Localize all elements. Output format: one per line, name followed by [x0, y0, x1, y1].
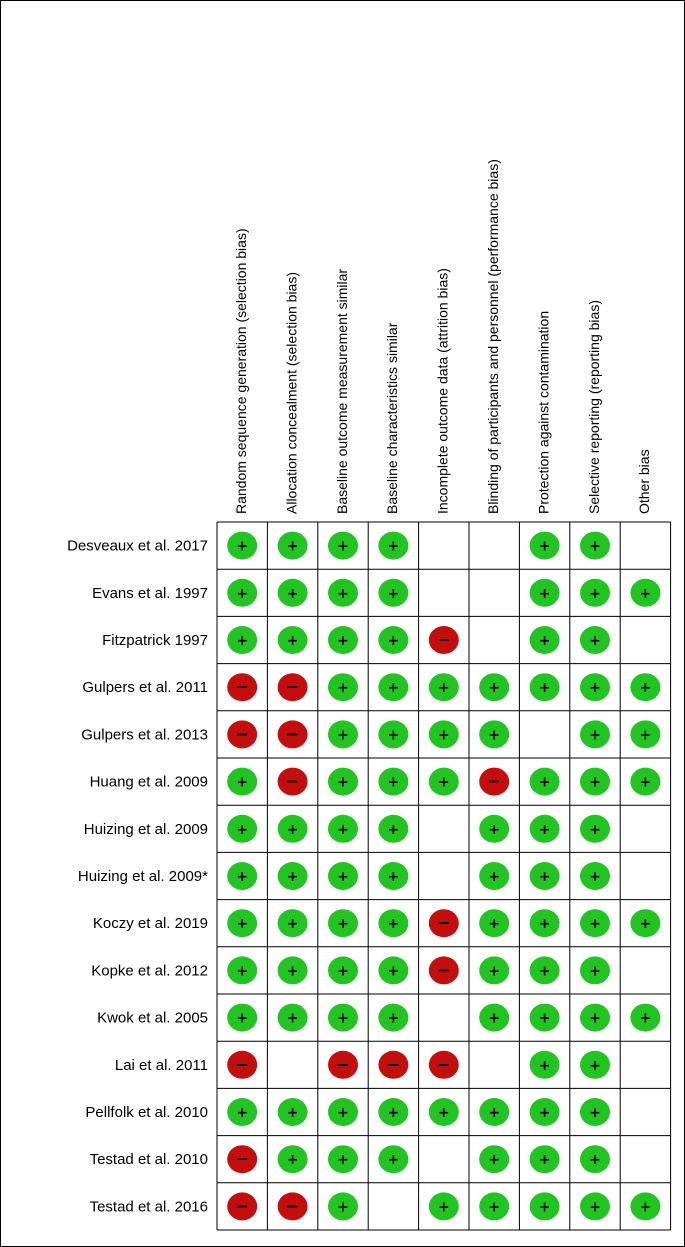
rating-symbol: +	[437, 727, 450, 744]
rating-symbol: +	[639, 1199, 652, 1216]
rating-symbol: +	[538, 869, 551, 885]
rating-symbol: −	[437, 1054, 451, 1074]
rating-symbol: −	[386, 1054, 401, 1074]
rating-symbol: +	[387, 1105, 400, 1121]
study-label: Huizing et al. 2009*	[77, 868, 208, 885]
rating-symbol: +	[337, 774, 349, 791]
rating-symbol: +	[387, 1152, 400, 1169]
rating-symbol: +	[639, 916, 652, 933]
study-label: Koczy et al. 2019	[92, 915, 208, 933]
rating-symbol: +	[639, 774, 652, 791]
rating-symbol: +	[337, 821, 349, 838]
rating-symbol: −	[285, 771, 300, 791]
column-header: Random sequence generation (selection bias)	[233, 228, 249, 514]
rating-symbol: +	[639, 1010, 652, 1027]
column-header: Baseline outcome measurement similar	[333, 268, 350, 514]
study-label: Gulpers et al. 2011	[82, 679, 208, 697]
rating-symbol: +	[236, 869, 249, 885]
rating-symbol: +	[387, 633, 400, 649]
rating-symbol: +	[337, 538, 349, 555]
rating-symbol: +	[286, 585, 299, 602]
rating-symbol: +	[337, 916, 349, 933]
rating-symbol: +	[437, 680, 450, 697]
rating-symbol: +	[286, 633, 299, 649]
rating-symbol: +	[589, 869, 601, 885]
rating-symbol: +	[639, 585, 652, 602]
rating-symbol: +	[488, 727, 501, 744]
rating-symbol: +	[337, 963, 349, 980]
column-header: Incomplete outcome data (attrition bias)	[434, 268, 451, 514]
rating-symbol: +	[589, 538, 601, 555]
rating-symbol: +	[488, 680, 501, 697]
rating-symbol: +	[337, 1010, 349, 1027]
column-header: Selective reporting (reporting bias)	[585, 300, 602, 514]
rating-symbol: −	[437, 913, 451, 933]
rating-symbol: +	[437, 774, 450, 791]
rating-symbol: +	[337, 727, 349, 744]
rating-symbol: +	[538, 1152, 551, 1169]
rating-symbol: −	[437, 960, 451, 980]
rating-symbol: +	[589, 727, 601, 744]
rating-symbol: +	[488, 1105, 501, 1121]
rating-symbol: +	[437, 1199, 450, 1216]
rating-symbol: +	[286, 1010, 299, 1027]
study-label: Evans et al. 1997	[92, 584, 208, 602]
rating-symbol: +	[589, 821, 601, 838]
rating-symbol: +	[236, 585, 249, 602]
rating-symbol: +	[286, 963, 299, 980]
rating-symbol: +	[538, 633, 551, 649]
rating-symbol: +	[488, 963, 501, 980]
rating-symbol: +	[538, 916, 551, 933]
rating-symbol: +	[236, 963, 249, 980]
rating-symbol: +	[387, 585, 400, 602]
rating-symbol: +	[387, 916, 400, 933]
rating-symbol: +	[488, 869, 501, 885]
rating-symbol: +	[437, 1105, 450, 1121]
rating-symbol: +	[589, 1105, 601, 1121]
rating-symbol: +	[236, 538, 249, 555]
rating-symbol: −	[235, 677, 249, 697]
rating-symbol: +	[337, 585, 349, 602]
study-label: Huizing et al. 2009	[83, 820, 208, 838]
rating-symbol: −	[487, 771, 501, 791]
rating-symbol: +	[538, 963, 551, 980]
rating-symbol: +	[236, 916, 249, 933]
rating-symbol: +	[387, 963, 400, 980]
rating-symbol: +	[236, 1010, 249, 1027]
rating-symbol: +	[589, 585, 601, 602]
rating-symbol: +	[286, 821, 299, 838]
column-header: Other bias	[636, 449, 653, 514]
rating-symbol: −	[235, 724, 249, 744]
study-label: Kopke et al. 2012	[91, 962, 208, 980]
rating-symbol: +	[236, 633, 249, 649]
rating-symbol: +	[589, 680, 601, 697]
rating-symbol: +	[387, 680, 400, 697]
rating-symbol: +	[236, 1105, 249, 1121]
column-header: Allocation concealment (selection bias)	[283, 271, 300, 514]
rating-symbol: −	[285, 677, 300, 697]
rating-symbol: −	[235, 1054, 249, 1074]
rating-symbol: +	[538, 821, 551, 838]
rating-symbol: +	[538, 774, 551, 791]
rating-symbol: +	[589, 1152, 601, 1169]
rating-symbol: +	[589, 1057, 601, 1074]
study-label: Kwok et al. 2005	[97, 1009, 208, 1027]
rating-symbol: +	[589, 633, 601, 649]
rating-symbol: +	[337, 869, 349, 885]
rating-symbol: +	[589, 916, 601, 933]
rating-symbol: +	[538, 680, 551, 697]
study-label: Gulpers et al. 2013	[81, 726, 208, 744]
rating-symbol: +	[236, 774, 249, 791]
study-label: Lai et al. 2011	[114, 1056, 208, 1074]
rating-symbol: +	[387, 774, 400, 791]
rating-symbol: +	[286, 1105, 299, 1121]
rating-symbol: +	[488, 1152, 501, 1169]
rating-symbol: +	[488, 916, 501, 933]
rating-symbol: +	[589, 1199, 601, 1216]
rating-symbol: +	[286, 1152, 299, 1169]
column-header: Blinding of participants and personnel (performance bias)	[485, 159, 501, 514]
study-label: Huang et al. 2009	[89, 773, 208, 791]
rating-symbol: +	[589, 963, 601, 980]
study-label: Fitzpatrick 1997	[102, 632, 208, 649]
column-header: Protection against contamination	[535, 310, 552, 514]
rating-symbol: −	[285, 1196, 300, 1216]
rating-symbol: −	[235, 1149, 249, 1169]
rating-symbol: +	[286, 538, 299, 555]
rating-symbol: +	[589, 1010, 601, 1027]
rating-symbol: +	[337, 1105, 349, 1121]
study-label: Testad et al. 2016	[89, 1198, 208, 1216]
study-label: Testad et al. 2010	[89, 1151, 208, 1169]
rating-symbol: +	[538, 1057, 551, 1074]
rating-symbol: +	[387, 727, 400, 744]
rating-symbol: +	[387, 538, 400, 555]
rating-symbol: +	[488, 1199, 501, 1216]
rating-symbol: +	[538, 1010, 551, 1027]
study-label: Pellfolk et al. 2010	[85, 1104, 208, 1121]
rating-symbol: +	[387, 1010, 400, 1027]
rating-symbol: +	[337, 633, 349, 649]
rating-symbol: +	[387, 869, 400, 885]
rating-symbol: +	[639, 727, 652, 744]
column-header: Baseline characteristics similar	[384, 322, 401, 514]
rating-symbol: −	[235, 1196, 249, 1216]
rating-symbol: +	[387, 821, 400, 838]
rating-symbol: +	[286, 916, 299, 933]
rating-symbol: +	[589, 774, 601, 791]
rating-symbol: +	[538, 1199, 551, 1216]
rating-symbol: −	[285, 724, 300, 744]
rating-symbol: +	[538, 1105, 551, 1121]
rating-symbol: +	[488, 1010, 501, 1027]
rating-symbol: +	[337, 1152, 349, 1169]
rating-symbol: +	[538, 585, 551, 602]
rating-symbol: +	[286, 869, 299, 885]
rating-symbol: −	[336, 1054, 350, 1074]
rating-symbol: +	[337, 680, 349, 697]
rating-symbol: +	[337, 1199, 349, 1216]
study-label: Desveaux et al. 2017	[67, 537, 208, 555]
rating-symbol: +	[236, 821, 249, 838]
rating-symbol: +	[488, 821, 501, 838]
rating-symbol: +	[639, 680, 652, 697]
rating-symbol: +	[538, 538, 551, 555]
rating-symbol: −	[437, 630, 451, 649]
